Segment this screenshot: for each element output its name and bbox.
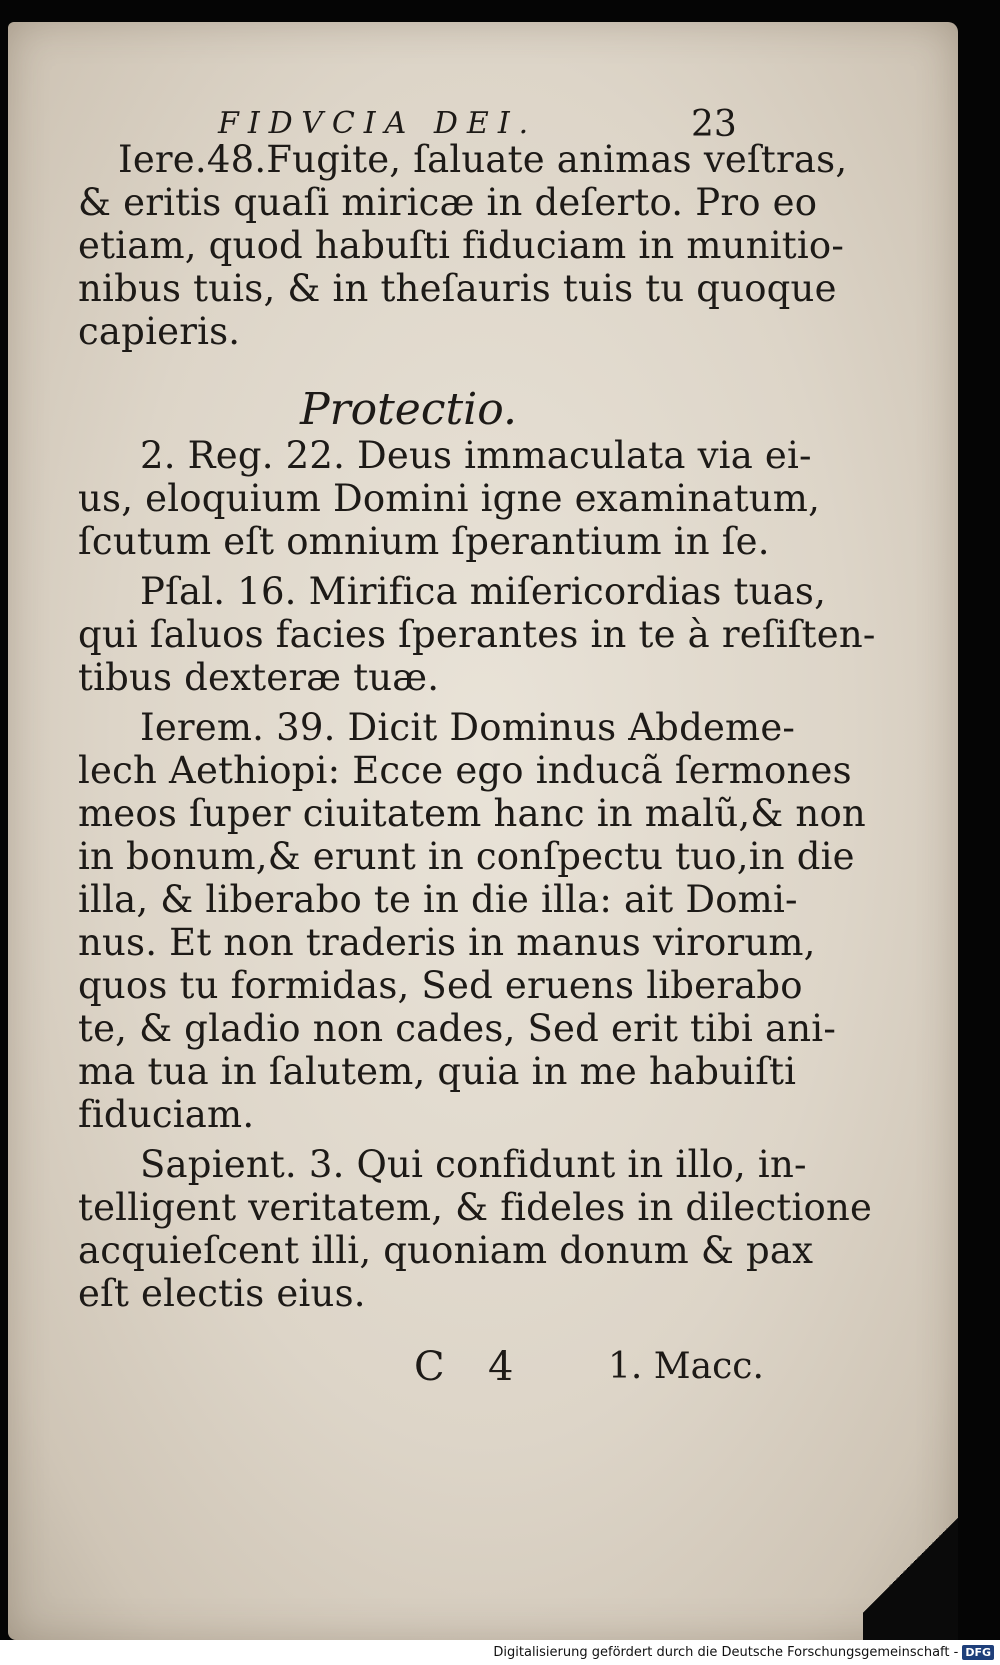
text-line: Sapient. 3. Qui confidunt in illo, in- bbox=[140, 1143, 807, 1186]
text-line: & eritis quaſi miricæ in deſerto. Pro eo bbox=[78, 181, 818, 224]
text-line: 2. Reg. 22. Deus immaculata via ei- bbox=[140, 434, 812, 477]
text-line: te, & gladio non cades, Sed erit tibi ani- bbox=[78, 1007, 837, 1050]
text-line: in bonum,& erunt in conſpectu tuo,in die bbox=[78, 835, 855, 878]
text-line: fiduciam. bbox=[78, 1093, 255, 1136]
text-line: telligent veritatem, & fideles in dilectione bbox=[78, 1186, 873, 1229]
text-line: quos tu formidas, Sed eruens liberabo bbox=[78, 964, 803, 1007]
footer-bar bbox=[0, 1640, 1000, 1665]
text-line: illa, & liberabo te in die illa: ait Domi- bbox=[78, 878, 798, 921]
text-line: capieris. bbox=[78, 310, 241, 353]
running-head: FIDVCIA DEI. bbox=[218, 106, 538, 141]
section-heading: Protectio. bbox=[300, 384, 517, 435]
text-line: Pſal. 16. Mirifica miſericordias tuas, bbox=[140, 570, 827, 613]
text-line: Ierem. 39. Dicit Dominus Abdeme- bbox=[140, 706, 796, 749]
text-line: ma tua in ſalutem, quia in me habuiſti bbox=[78, 1050, 797, 1093]
text-line: etiam, quod habuſti fiduciam in munitio- bbox=[78, 224, 845, 267]
text-line: lech Aethiopi: Ecce ego inducã ſermones bbox=[78, 749, 852, 792]
funding-credit: Digitalisierung gefördert durch die Deutsche Forschungsgemeinschaft - bbox=[493, 1645, 959, 1660]
text-line: tibus dexteræ tuæ. bbox=[78, 656, 440, 699]
text-line: meos ſuper ciuitatem hanc in malũ,& non bbox=[78, 792, 866, 835]
page-number: 23 bbox=[691, 104, 737, 145]
text-line: qui ſaluos facies ſperantes in te à reſiſten- bbox=[78, 613, 876, 656]
text-line: acquieſcent illi, quoniam donum & pax bbox=[78, 1229, 814, 1272]
signature-mark: C bbox=[414, 1344, 445, 1390]
text-line: ſcutum eſt omnium ſperantium in ſe. bbox=[78, 520, 770, 563]
text-line: nus. Et non traderis in manus virorum, bbox=[78, 921, 816, 964]
text-line: Iere.48.Fugite, ſaluate animas veſtras, bbox=[118, 138, 848, 181]
text-line: us, eloquium Domini igne examinatum, bbox=[78, 477, 821, 520]
catchword: 1. Macc. bbox=[608, 1346, 764, 1387]
book-page bbox=[8, 22, 958, 1640]
dfg-logo-icon: DFG bbox=[962, 1645, 994, 1660]
signature-number: 4 bbox=[488, 1344, 514, 1390]
text-line: nibus tuis, & in theſauris tuis tu quoque bbox=[78, 267, 837, 310]
text-line: eſt electis eius. bbox=[78, 1272, 366, 1315]
